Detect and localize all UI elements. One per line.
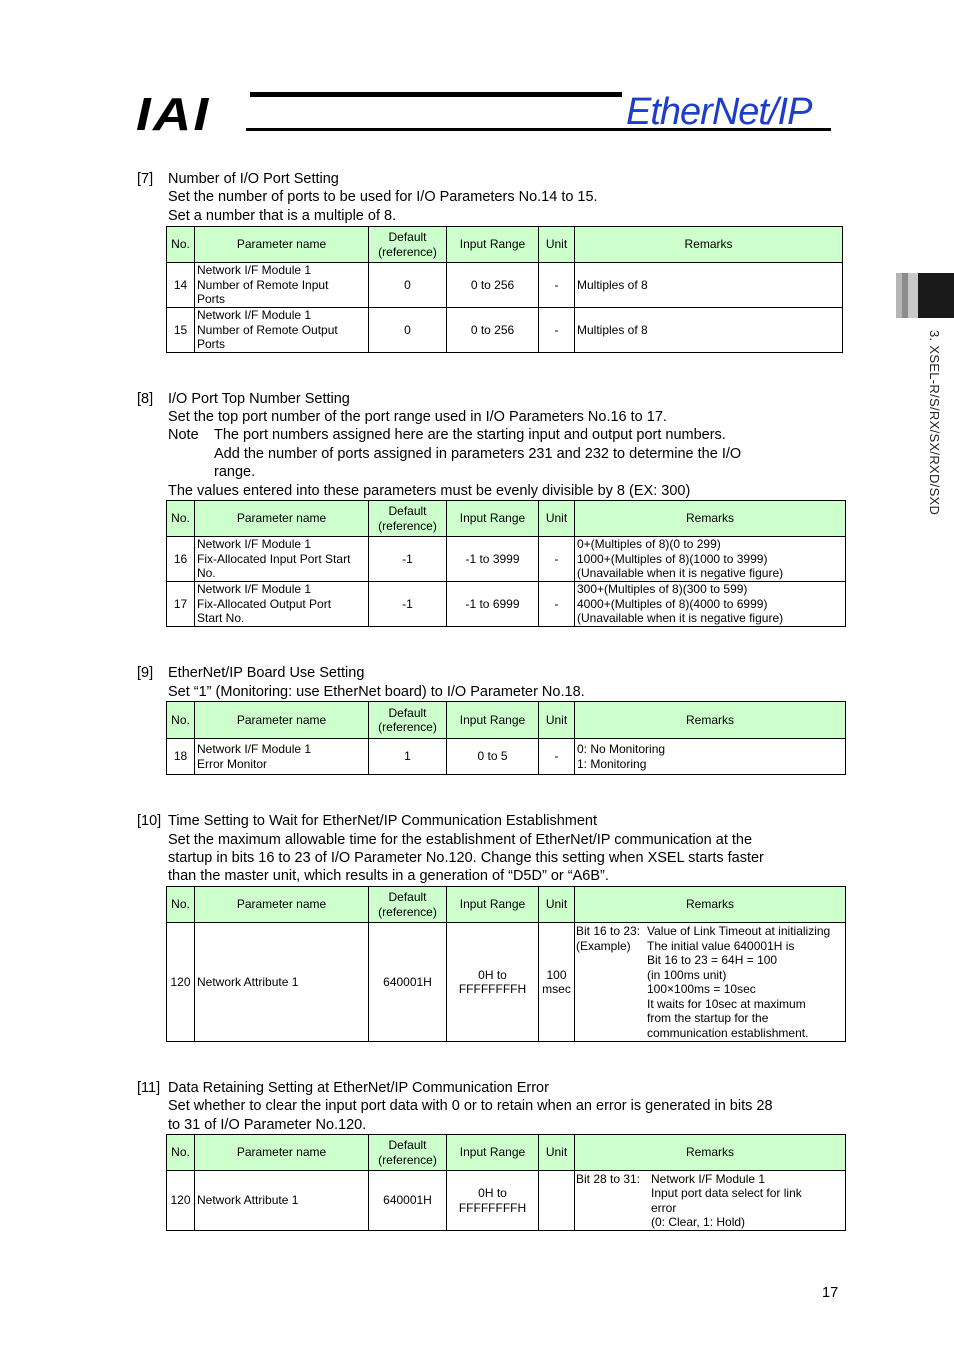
table-header-row [167, 227, 843, 263]
col-unit: Unit [539, 1135, 575, 1171]
col-parameter-name: Parameter name [195, 501, 369, 537]
col-no: No. [167, 1135, 195, 1171]
section-9-number: [9] [137, 665, 154, 681]
col-parameter-name: Parameter name [195, 1135, 369, 1171]
table-link-timeout [166, 886, 846, 1042]
col-remarks: Remarks [575, 1135, 846, 1171]
cell-unit: - [539, 308, 575, 353]
cell-name: Network I/F Module 1 Fix-Allocated Output Port Start No. [195, 582, 369, 627]
cell-remarks: 0: No Monitoring 1: Monitoring [575, 739, 846, 775]
col-default: Default (reference) [369, 887, 447, 923]
cell-default: -1 [369, 582, 447, 627]
cell-range: -1 to 6999 [447, 582, 539, 627]
table-header-row [167, 702, 846, 739]
section-10-number: [10] [137, 813, 162, 829]
cell-no: 120 [167, 1171, 195, 1231]
section-10-text: than the master unit, which results in a generation of “D5D” or “A6B”. [168, 868, 609, 884]
table-data-retaining [166, 1134, 846, 1231]
table-header-row [167, 887, 846, 923]
cell-name: Network I/F Module 1 Number of Remote Output Ports [195, 308, 369, 353]
section-7-title: Number of I/O Port Setting [168, 171, 339, 187]
table-io-port-count [166, 226, 843, 353]
col-remarks: Remarks [575, 702, 846, 739]
cell-unit: - [539, 537, 575, 582]
note-text: range. [214, 464, 256, 480]
cell-unit: - [539, 739, 575, 775]
cell-remarks: Multiples of 8 [575, 263, 843, 308]
iai-logo: IAI [136, 88, 211, 140]
cell-no: 14 [167, 263, 195, 308]
table-row [167, 263, 843, 308]
section-9-text: Set “1” (Monitoring: use EtherNet board) to I/O Parameter No.18. [168, 684, 585, 700]
cell-remarks: Bit 28 to 31: Network I/F Module 1 Input port data select for link error (0: Clear, 1: Hold) [575, 1171, 846, 1231]
table-header-row [167, 501, 846, 537]
table-row [167, 923, 846, 1042]
col-unit: Unit [539, 887, 575, 923]
cell-name: Network Attribute 1 [195, 923, 369, 1042]
col-remarks: Remarks [575, 501, 846, 537]
cell-unit: 100 msec [539, 923, 575, 1042]
col-no: No. [167, 227, 195, 263]
col-input-range: Input Range [447, 702, 539, 739]
col-remarks: Remarks [575, 887, 846, 923]
cell-no: 120 [167, 923, 195, 1042]
col-input-range: Input Range [447, 1135, 539, 1171]
cell-unit [539, 1171, 575, 1231]
note-text: The port numbers assigned here are the starting input and output port numbers. [214, 427, 726, 443]
section-11-text: to 31 of I/O Parameter No.120. [168, 1117, 367, 1133]
cell-name: Network I/F Module 1 Error Monitor [195, 739, 369, 775]
col-parameter-name: Parameter name [195, 227, 369, 263]
section-7-number: [7] [137, 171, 154, 187]
section-11-number: [11] [137, 1080, 161, 1096]
cell-range: 0H to FFFFFFFFH [447, 923, 539, 1042]
section-7-text: Set the number of ports to be used for I/O Parameters No.14 to 15. [168, 189, 598, 205]
section-10-title: Time Setting to Wait for EtherNet/IP Communication Establishment [168, 813, 597, 829]
cell-no: 15 [167, 308, 195, 353]
side-tab-marker [896, 273, 918, 318]
cell-no: 18 [167, 739, 195, 775]
page-number: 17 [822, 1285, 839, 1301]
cell-default: 640001H [369, 1171, 447, 1231]
col-remarks: Remarks [575, 227, 843, 263]
cell-range: 0 to 256 [447, 263, 539, 308]
cell-default: 0 [369, 308, 447, 353]
cell-range: -1 to 3999 [447, 537, 539, 582]
header-rule-top [250, 92, 622, 97]
section-8-text: Set the top port number of the port range used in I/O Parameters No.16 to 17. [168, 409, 667, 425]
cell-default: 0 [369, 263, 447, 308]
table-board-use [166, 701, 846, 775]
section-7-text: Set a number that is a multiple of 8. [168, 208, 397, 224]
table-row [167, 739, 846, 775]
cell-remarks: 0+(Multiples of 8)(0 to 299) 1000+(Multiples of 8)(1000 to 3999) (Unavailable when it is negative figure) [575, 537, 846, 582]
section-10-text: startup in bits 16 to 23 of I/O Parameter No.120. Change this setting when XSEL starts faster [168, 850, 764, 866]
col-default: Default (reference) [369, 1135, 447, 1171]
cell-name: Network I/F Module 1 Fix-Allocated Input Port Start No. [195, 537, 369, 582]
section-10-text: Set the maximum allowable time for the establishment of EtherNet/IP communication at the [168, 832, 753, 848]
col-default: Default (reference) [369, 702, 447, 739]
col-no: No. [167, 702, 195, 739]
table-row [167, 582, 846, 627]
col-parameter-name: Parameter name [195, 702, 369, 739]
cell-name: Network I/F Module 1 Number of Remote Input Ports [195, 263, 369, 308]
cell-range: 0 to 256 [447, 308, 539, 353]
col-default: Default (reference) [369, 501, 447, 537]
cell-remarks: 300+(Multiples of 8)(300 to 599) 4000+(Multiples of 8)(4000 to 6999) (Unavailable when it is negative figure) [575, 582, 846, 627]
cell-unit: - [539, 263, 575, 308]
side-tab-label: 3. XSEL-R/S/RX/SX/RXD/SXD [927, 330, 942, 516]
cell-default: 640001H [369, 923, 447, 1042]
cell-default: 1 [369, 739, 447, 775]
header-title: EtherNet/IP [626, 91, 812, 133]
col-input-range: Input Range [447, 501, 539, 537]
section-8-number: [8] [137, 391, 154, 407]
cell-no: 17 [167, 582, 195, 627]
col-parameter-name: Parameter name [195, 887, 369, 923]
table-row [167, 537, 846, 582]
note-label: Note [168, 427, 199, 443]
cell-no: 16 [167, 537, 195, 582]
table-header-row [167, 1135, 846, 1171]
note-text: Add the number of ports assigned in parameters 231 and 232 to determine the I/O [214, 446, 742, 462]
section-11-text: Set whether to clear the input port data with 0 or to retain when an error is generated in bits 28 [168, 1098, 773, 1114]
table-row [167, 1171, 846, 1231]
cell-remarks: Multiples of 8 [575, 308, 843, 353]
table-row [167, 308, 843, 353]
col-no: No. [167, 501, 195, 537]
col-unit: Unit [539, 702, 575, 739]
section-9-title: EtherNet/IP Board Use Setting [168, 665, 365, 681]
cell-unit: - [539, 582, 575, 627]
col-default: Default (reference) [369, 227, 447, 263]
section-11-title: Data Retaining Setting at EtherNet/IP Communication Error [168, 1080, 549, 1096]
col-unit: Unit [539, 501, 575, 537]
cell-range: 0 to 5 [447, 739, 539, 775]
section-8-title: I/O Port Top Number Setting [168, 391, 350, 407]
table-io-port-top-number [166, 500, 846, 627]
col-input-range: Input Range [447, 887, 539, 923]
cell-default: -1 [369, 537, 447, 582]
col-unit: Unit [539, 227, 575, 263]
side-tab-block [918, 273, 954, 318]
cell-range: 0H to FFFFFFFFH [447, 1171, 539, 1231]
col-input-range: Input Range [447, 227, 539, 263]
cell-name: Network Attribute 1 [195, 1171, 369, 1231]
cell-remarks: Bit 16 to 23: (Example) Value of Link Timeout at initializing The initial value 640001H is Bit 16 to 23 = 64H = 100 (in 100ms unit) 100×100ms = 10sec It waits for 10sec at maximum from the startup for the communication establishment. [575, 923, 846, 1042]
col-no: No. [167, 887, 195, 923]
section-8-text: The values entered into these parameters must be evenly divisible by 8 (EX: 300) [168, 483, 691, 499]
